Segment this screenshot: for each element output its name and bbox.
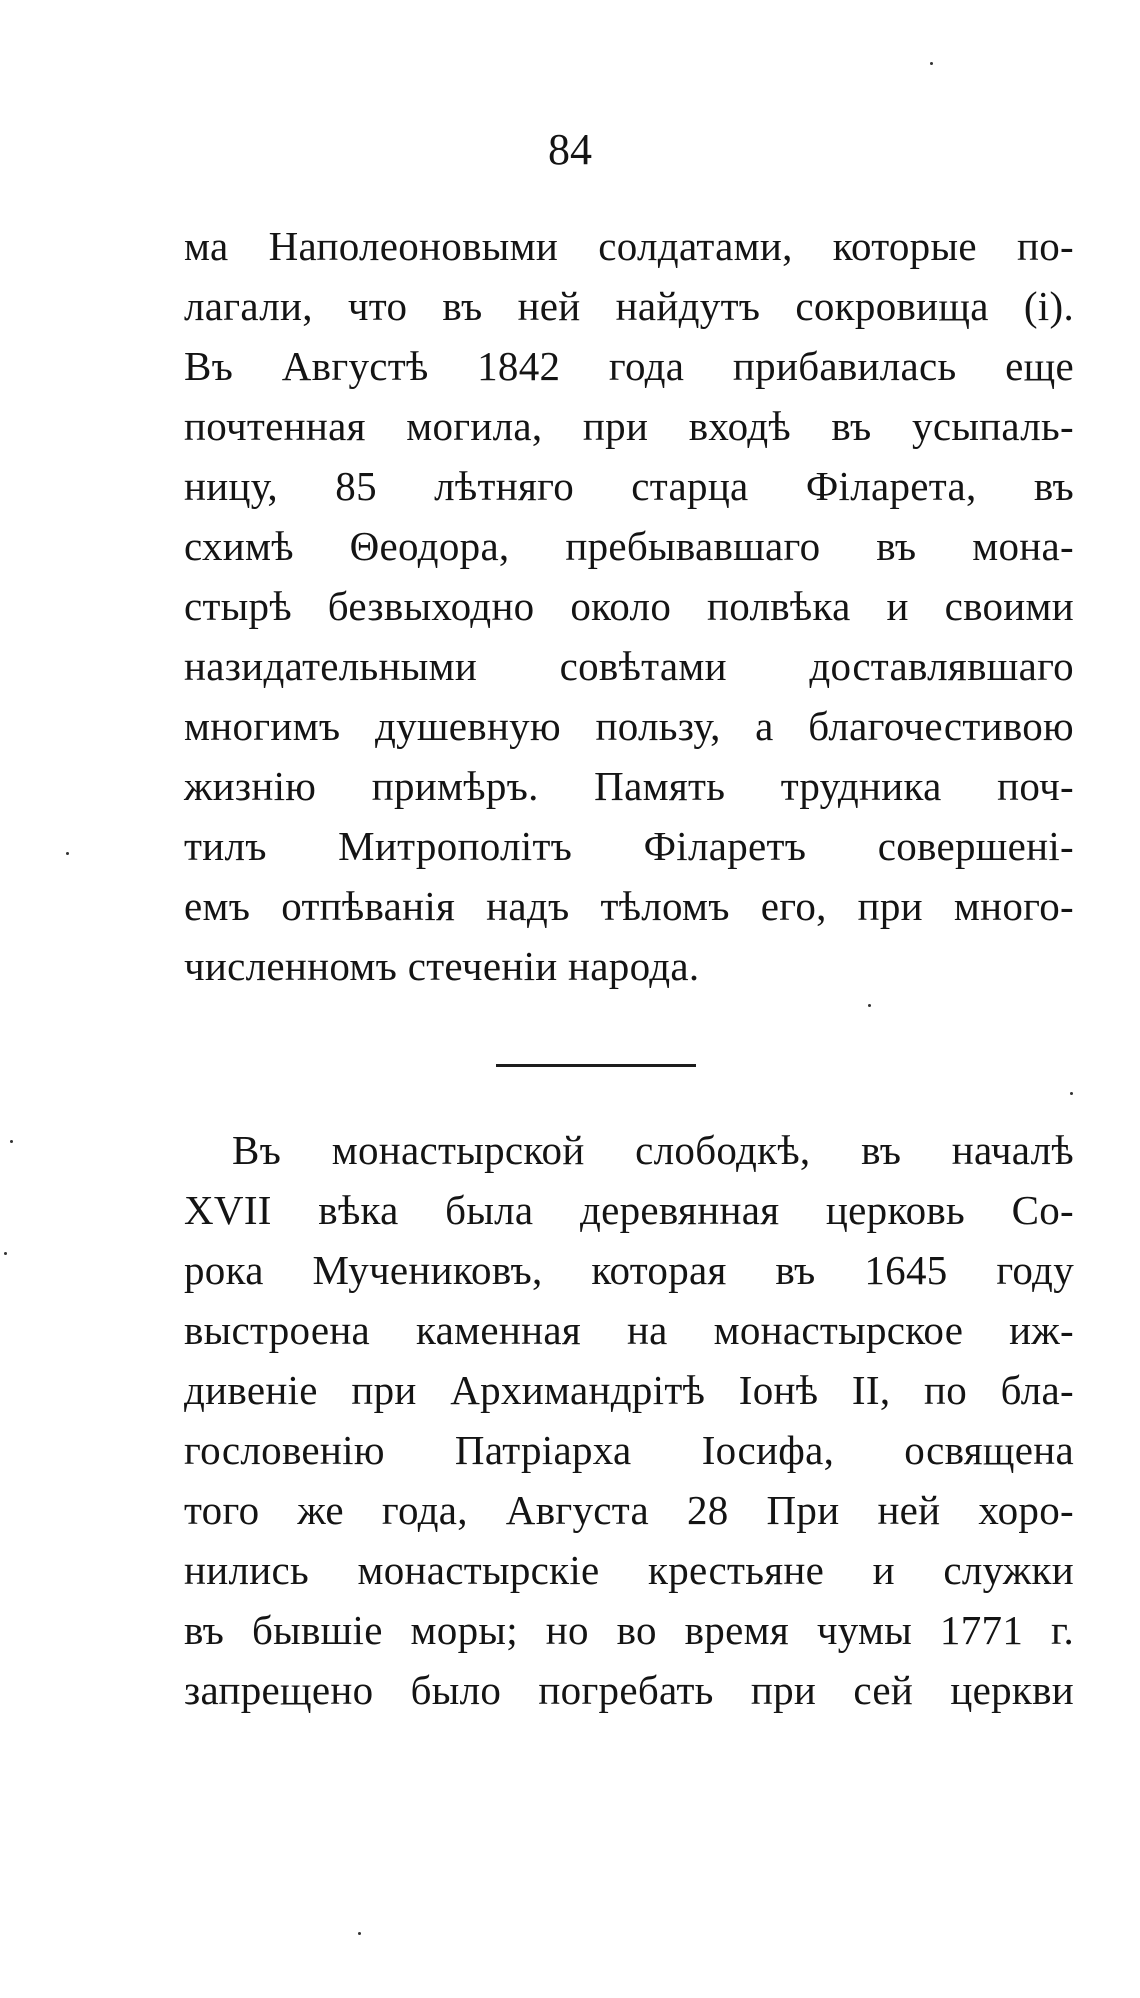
text-line: жизнію примѣръ. Память трудника поч- — [184, 763, 1074, 809]
scan-speck — [4, 1252, 7, 1255]
text-line: нились монастырскіе крестьяне и служки — [184, 1547, 1074, 1593]
text-line: того же года, Августа 28 При ней хоро- — [184, 1487, 1074, 1533]
text-line: лагали, что въ ней найдутъ сокровища (i). — [184, 283, 1074, 329]
text-line: тилъ Митрополітъ Філаретъ совершені- — [184, 823, 1074, 869]
text-line: почтенная могила, при входѣ въ усыпаль- — [184, 403, 1074, 449]
text-line: выстроена каменная на монастырское иж- — [184, 1307, 1074, 1353]
text-line: схимѣ Θеодора, пребывавшаго въ мона- — [184, 523, 1074, 569]
paragraph-1 — [184, 216, 1074, 996]
text-line: Въ монастырской слободкѣ, въ началѣ — [232, 1127, 1074, 1173]
scan-speck — [66, 852, 69, 855]
scan-speck — [868, 1004, 871, 1007]
text-line: многимъ душевную пользу, а благочестивою — [184, 703, 1074, 749]
text-line: назидательными совѣтами доставлявшаго — [184, 643, 1074, 689]
section-separator — [496, 1064, 696, 1067]
text-line: XVII вѣка была деревянная церковь Со- — [184, 1187, 1074, 1233]
text-line: емъ отпѣванія надъ тѣломъ его, при много- — [184, 883, 1074, 929]
text-line: ницу, 85 лѣтняго старца Філарета, въ — [184, 463, 1074, 509]
paragraph-2 — [184, 1120, 1074, 1720]
scan-speck — [1070, 1092, 1073, 1095]
text-line: рока Мучениковъ, которая въ 1645 году — [184, 1247, 1074, 1293]
scan-speck — [930, 62, 933, 65]
text-line: численномъ стеченіи народа. — [184, 943, 700, 989]
text-line: стырѣ безвыходно около полвѣка и своими — [184, 583, 1074, 629]
text-line: Въ Августѣ 1842 года прибавилась еще — [184, 343, 1074, 389]
text-line: гословенію Патріарха Іосифа, освящена — [184, 1427, 1074, 1473]
scan-speck — [10, 1140, 13, 1143]
page-number: 84 — [548, 125, 592, 174]
scan-speck — [358, 1932, 361, 1935]
text-line: въ бывшіе моры; но во время чумы 1771 г. — [184, 1607, 1074, 1653]
text-line: ма Наполеоновыми солдатами, которые по- — [184, 223, 1074, 269]
text-line: запрещено было погребать при сей церкви — [184, 1667, 1074, 1713]
text-line: дивеніе при Архимандрітѣ Іонѣ II, по бла- — [184, 1367, 1074, 1413]
